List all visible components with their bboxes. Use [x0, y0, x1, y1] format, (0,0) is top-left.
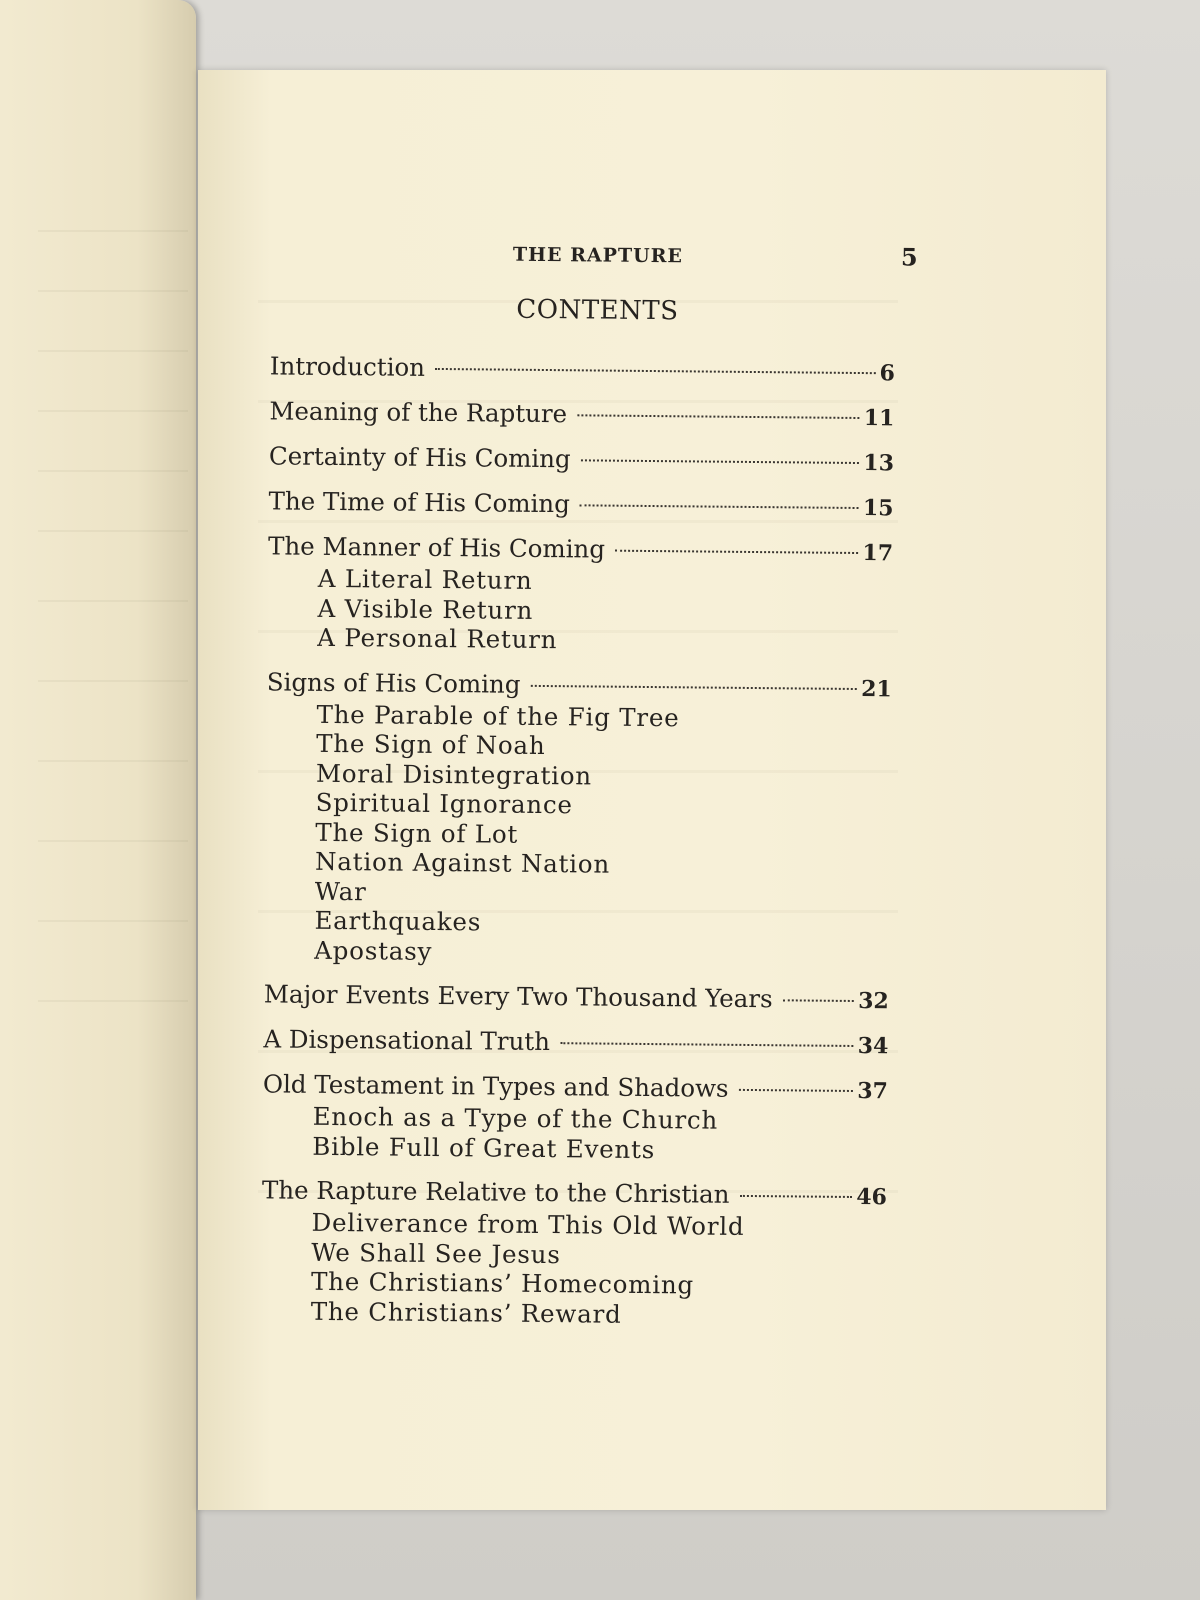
toc-subentry-list [262, 1101, 888, 1166]
table-of-contents [260, 352, 894, 1347]
toc-subentry: We Shall See Jesus [311, 1237, 561, 1269]
toc-subentry: The Parable of the Fig Tree [316, 699, 680, 732]
toc-entry-title: A Dispensational Truth [263, 1024, 551, 1057]
dot-leader [560, 1042, 854, 1047]
toc-entry [262, 1070, 888, 1166]
toc-subentry: Bible Full of Great Events [312, 1131, 656, 1164]
toc-entry-title: Major Events Every Two Thousand Years [263, 979, 773, 1014]
toc-subentry: A Visible Return [317, 593, 534, 625]
dot-leader [581, 459, 860, 464]
toc-entry [269, 397, 894, 432]
toc-subentry-list [261, 1207, 887, 1331]
toc-subentry-list [264, 699, 892, 970]
toc-subentry: The Christians’ Reward [310, 1296, 622, 1329]
toc-entry [267, 532, 893, 657]
show-through-line [38, 760, 188, 762]
show-through-line [38, 840, 188, 842]
toc-entry-page-number: 11 [863, 405, 895, 432]
show-through-line [38, 530, 188, 532]
toc-subentry-list [267, 563, 893, 657]
toc-entry-title: The Manner of His Coming [267, 531, 606, 564]
show-through-line [38, 290, 188, 292]
toc-entry-page-number: 46 [856, 1184, 888, 1211]
show-through-line [38, 920, 188, 922]
toc-subentry: The Sign of Lot [315, 817, 519, 849]
toc-entry [263, 1025, 888, 1060]
toc-entry [264, 980, 889, 1015]
dot-leader [577, 414, 860, 419]
toc-subentry: Nation Against Nation [314, 846, 611, 879]
toc-entry [268, 487, 893, 522]
toc-entry-line [263, 1070, 888, 1105]
toc-entry-page-number: 17 [862, 540, 894, 567]
toc-entry [269, 442, 894, 477]
show-through-line [38, 230, 188, 232]
toc-entry-page-number: 37 [857, 1078, 889, 1105]
toc-subentry: Moral Disintegration [315, 758, 593, 790]
toc-entry-line [269, 397, 894, 432]
toc-subentry: The Christians’ Homecoming [310, 1266, 695, 1300]
toc-entry-page-number: 13 [863, 450, 895, 477]
toc-entry-title: Certainty of His Coming [268, 441, 571, 474]
toc-entry-line [263, 1025, 888, 1060]
book-page [198, 70, 1106, 1510]
dot-leader [580, 504, 859, 509]
show-through-line [38, 680, 188, 682]
contents-title: CONTENTS [516, 294, 679, 327]
toc-subentry: Enoch as a Type of the Church [312, 1101, 719, 1135]
dot-leader [435, 368, 876, 374]
page-content [191, 66, 1113, 1515]
dot-leader [530, 684, 857, 689]
toc-entry-line [267, 668, 892, 703]
toc-subentry: The Sign of Noah [316, 728, 546, 761]
toc-subentry: War [314, 876, 367, 906]
dot-leader [739, 1195, 852, 1198]
toc-entry-line [270, 352, 895, 387]
toc-subentry: Spiritual Ignorance [315, 787, 573, 820]
toc-subentry: A Personal Return [317, 622, 558, 655]
dot-leader [615, 550, 859, 554]
toc-subentry: Apostasy [314, 935, 433, 966]
dot-leader [739, 1089, 854, 1092]
toc-subentry: Deliverance from This Old World [311, 1207, 745, 1241]
show-through-line [38, 470, 188, 472]
page-number: 5 [900, 242, 918, 272]
toc-entry-line [262, 1176, 887, 1211]
toc-entry-page-number: 32 [858, 988, 889, 1015]
show-through-line [38, 600, 188, 602]
toc-entry [270, 352, 895, 387]
toc-entry-title: Introduction [269, 351, 426, 382]
toc-entry-page-number: 34 [857, 1033, 889, 1060]
toc-entry-page-number: 6 [879, 360, 895, 387]
dot-leader [783, 999, 855, 1002]
toc-entry-page-number: 15 [862, 495, 894, 522]
show-through-line [38, 350, 188, 352]
toc-entry-line [268, 532, 893, 567]
left-page-edge [0, 0, 196, 1600]
toc-entry-page-number: 21 [861, 675, 892, 702]
toc-entry-line [269, 442, 894, 477]
toc-entry-title: Signs of His Coming [266, 666, 521, 699]
toc-entry-title: Old Testament in Types and Shadows [262, 1069, 729, 1103]
toc-entry-line [268, 487, 893, 522]
toc-entry [264, 668, 892, 970]
show-through-line [38, 410, 188, 412]
toc-entry-title: Meaning of the Rapture [269, 396, 568, 429]
toc-subentry: A Literal Return [317, 563, 533, 595]
running-head: THE RAPTURE [512, 243, 684, 268]
toc-entry-title: The Rapture Relative to the Christian [261, 1175, 730, 1209]
toc-subentry: Earthquakes [314, 905, 482, 937]
toc-entry-title: The Time of His Coming [268, 486, 571, 519]
toc-entry [261, 1176, 887, 1331]
show-through-line [38, 1000, 188, 1002]
toc-entry-line [264, 980, 889, 1015]
